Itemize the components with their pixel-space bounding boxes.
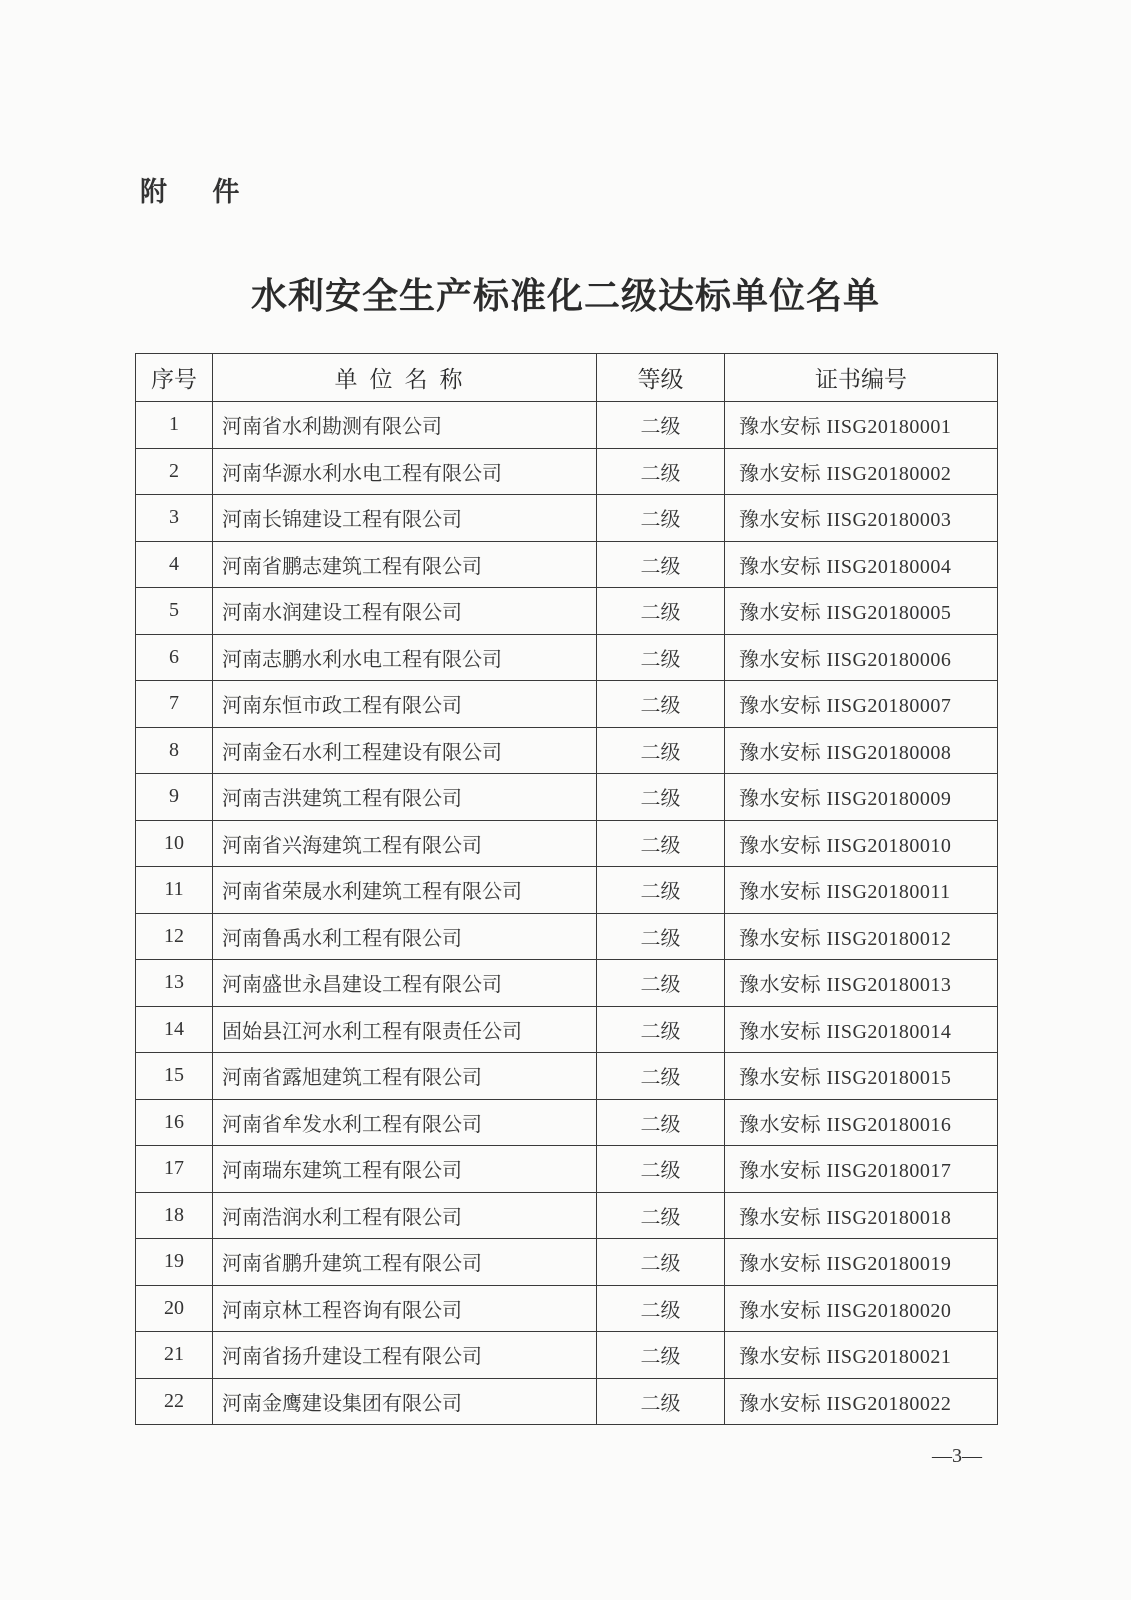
row-certificate: 豫水安标 IISG20180008	[725, 727, 998, 774]
row-index: 2	[136, 448, 213, 495]
row-unit-name: 河南京林工程咨询有限公司	[213, 1285, 597, 1332]
row-level: 二级	[597, 448, 725, 495]
row-unit-name: 河南省荣晟水利建筑工程有限公司	[213, 867, 597, 914]
table-header-row	[136, 354, 998, 402]
table-row	[136, 1285, 998, 1332]
row-level: 二级	[597, 1378, 725, 1425]
table-row	[136, 820, 998, 867]
row-index: 11	[136, 867, 213, 914]
row-unit-name: 河南吉洪建筑工程有限公司	[213, 774, 597, 821]
row-unit-name: 河南盛世永昌建设工程有限公司	[213, 960, 597, 1007]
row-index: 7	[136, 681, 213, 728]
row-index: 21	[136, 1332, 213, 1379]
row-unit-name: 河南瑞东建筑工程有限公司	[213, 1146, 597, 1193]
row-level: 二级	[597, 867, 725, 914]
row-certificate: 豫水安标 IISG20180022	[725, 1378, 998, 1425]
table-row	[136, 1099, 998, 1146]
table-row	[136, 1146, 998, 1193]
row-unit-name: 河南浩润水利工程有限公司	[213, 1192, 597, 1239]
row-certificate: 豫水安标 IISG20180002	[725, 448, 998, 495]
table-row	[136, 774, 998, 821]
row-unit-name: 河南省水利勘测有限公司	[213, 402, 597, 449]
row-certificate: 豫水安标 IISG20180018	[725, 1192, 998, 1239]
row-certificate: 豫水安标 IISG20180009	[725, 774, 998, 821]
row-certificate: 豫水安标 IISG20180007	[725, 681, 998, 728]
row-index: 4	[136, 541, 213, 588]
row-index: 8	[136, 727, 213, 774]
row-level: 二级	[597, 960, 725, 1007]
row-certificate: 豫水安标 IISG20180004	[725, 541, 998, 588]
row-index: 3	[136, 495, 213, 542]
row-index: 9	[136, 774, 213, 821]
table-row	[136, 867, 998, 914]
row-level: 二级	[597, 402, 725, 449]
row-level: 二级	[597, 913, 725, 960]
row-certificate: 豫水安标 IISG20180003	[725, 495, 998, 542]
table-row	[136, 402, 998, 449]
row-unit-name: 河南东恒市政工程有限公司	[213, 681, 597, 728]
row-level: 二级	[597, 1285, 725, 1332]
row-unit-name: 河南长锦建设工程有限公司	[213, 495, 597, 542]
row-certificate: 豫水安标 IISG20180021	[725, 1332, 998, 1379]
row-index: 22	[136, 1378, 213, 1425]
row-certificate: 豫水安标 IISG20180006	[725, 634, 998, 681]
row-unit-name: 河南省兴海建筑工程有限公司	[213, 820, 597, 867]
row-certificate: 豫水安标 IISG20180015	[725, 1053, 998, 1100]
row-index: 19	[136, 1239, 213, 1286]
row-certificate: 豫水安标 IISG20180017	[725, 1146, 998, 1193]
row-unit-name: 河南金石水利工程建设有限公司	[213, 727, 597, 774]
header-level: 等级	[597, 354, 725, 402]
row-level: 二级	[597, 1006, 725, 1053]
row-index: 12	[136, 913, 213, 960]
table-row	[136, 588, 998, 635]
row-certificate: 豫水安标 IISG20180013	[725, 960, 998, 1007]
table-row	[136, 1192, 998, 1239]
row-index: 6	[136, 634, 213, 681]
row-unit-name: 固始县江河水利工程有限责任公司	[213, 1006, 597, 1053]
row-unit-name: 河南省鹏志建筑工程有限公司	[213, 541, 597, 588]
row-unit-name: 河南华源水利水电工程有限公司	[213, 448, 597, 495]
row-certificate: 豫水安标 IISG20180001	[725, 402, 998, 449]
row-level: 二级	[597, 1146, 725, 1193]
row-index: 16	[136, 1099, 213, 1146]
row-unit-name: 河南省扬升建设工程有限公司	[213, 1332, 597, 1379]
row-certificate: 豫水安标 IISG20180010	[725, 820, 998, 867]
table-row	[136, 495, 998, 542]
row-level: 二级	[597, 1239, 725, 1286]
row-certificate: 豫水安标 IISG20180016	[725, 1099, 998, 1146]
row-index: 15	[136, 1053, 213, 1100]
row-certificate: 豫水安标 IISG20180019	[725, 1239, 998, 1286]
row-index: 20	[136, 1285, 213, 1332]
table-row	[136, 1332, 998, 1379]
table-row	[136, 681, 998, 728]
row-level: 二级	[597, 1053, 725, 1100]
header-certificate: 证书编号	[725, 354, 998, 402]
row-level: 二级	[597, 681, 725, 728]
row-index: 14	[136, 1006, 213, 1053]
row-level: 二级	[597, 1332, 725, 1379]
table-row	[136, 634, 998, 681]
row-index: 17	[136, 1146, 213, 1193]
row-index: 1	[136, 402, 213, 449]
row-index: 18	[136, 1192, 213, 1239]
row-level: 二级	[597, 541, 725, 588]
row-unit-name: 河南省牟发水利工程有限公司	[213, 1099, 597, 1146]
table-row	[136, 448, 998, 495]
row-level: 二级	[597, 634, 725, 681]
row-level: 二级	[597, 774, 725, 821]
row-certificate: 豫水安标 IISG20180014	[725, 1006, 998, 1053]
row-unit-name: 河南志鹏水利水电工程有限公司	[213, 634, 597, 681]
attachment-label: 附 件	[140, 177, 258, 208]
table-row	[136, 727, 998, 774]
row-certificate: 豫水安标 IISG20180005	[725, 588, 998, 635]
table-row	[136, 1053, 998, 1100]
row-certificate: 豫水安标 IISG20180011	[725, 867, 998, 914]
table-row	[136, 1006, 998, 1053]
row-level: 二级	[597, 820, 725, 867]
row-unit-name: 河南省露旭建筑工程有限公司	[213, 1053, 597, 1100]
row-level: 二级	[597, 1099, 725, 1146]
table-row	[136, 913, 998, 960]
table-row	[136, 1378, 998, 1425]
table-row	[136, 1239, 998, 1286]
row-unit-name: 河南水润建设工程有限公司	[213, 588, 597, 635]
row-level: 二级	[597, 1192, 725, 1239]
table-row	[136, 541, 998, 588]
table-row	[136, 960, 998, 1007]
row-index: 13	[136, 960, 213, 1007]
row-certificate: 豫水安标 IISG20180020	[725, 1285, 998, 1332]
row-level: 二级	[597, 495, 725, 542]
row-unit-name: 河南金鹰建设集团有限公司	[213, 1378, 597, 1425]
header-index: 序号	[136, 354, 213, 402]
row-level: 二级	[597, 588, 725, 635]
document-title: 水利安全生产标准化二级达标单位名单	[250, 276, 880, 317]
row-level: 二级	[597, 727, 725, 774]
row-unit-name: 河南鲁禹水利工程有限公司	[213, 913, 597, 960]
row-index: 5	[136, 588, 213, 635]
row-certificate: 豫水安标 IISG20180012	[725, 913, 998, 960]
row-index: 10	[136, 820, 213, 867]
header-unit-name: 单位名称	[213, 354, 597, 402]
unit-roster-table	[135, 353, 998, 1425]
table-body	[136, 402, 998, 1425]
page-number: —3—	[932, 1445, 982, 1467]
row-unit-name: 河南省鹏升建筑工程有限公司	[213, 1239, 597, 1286]
